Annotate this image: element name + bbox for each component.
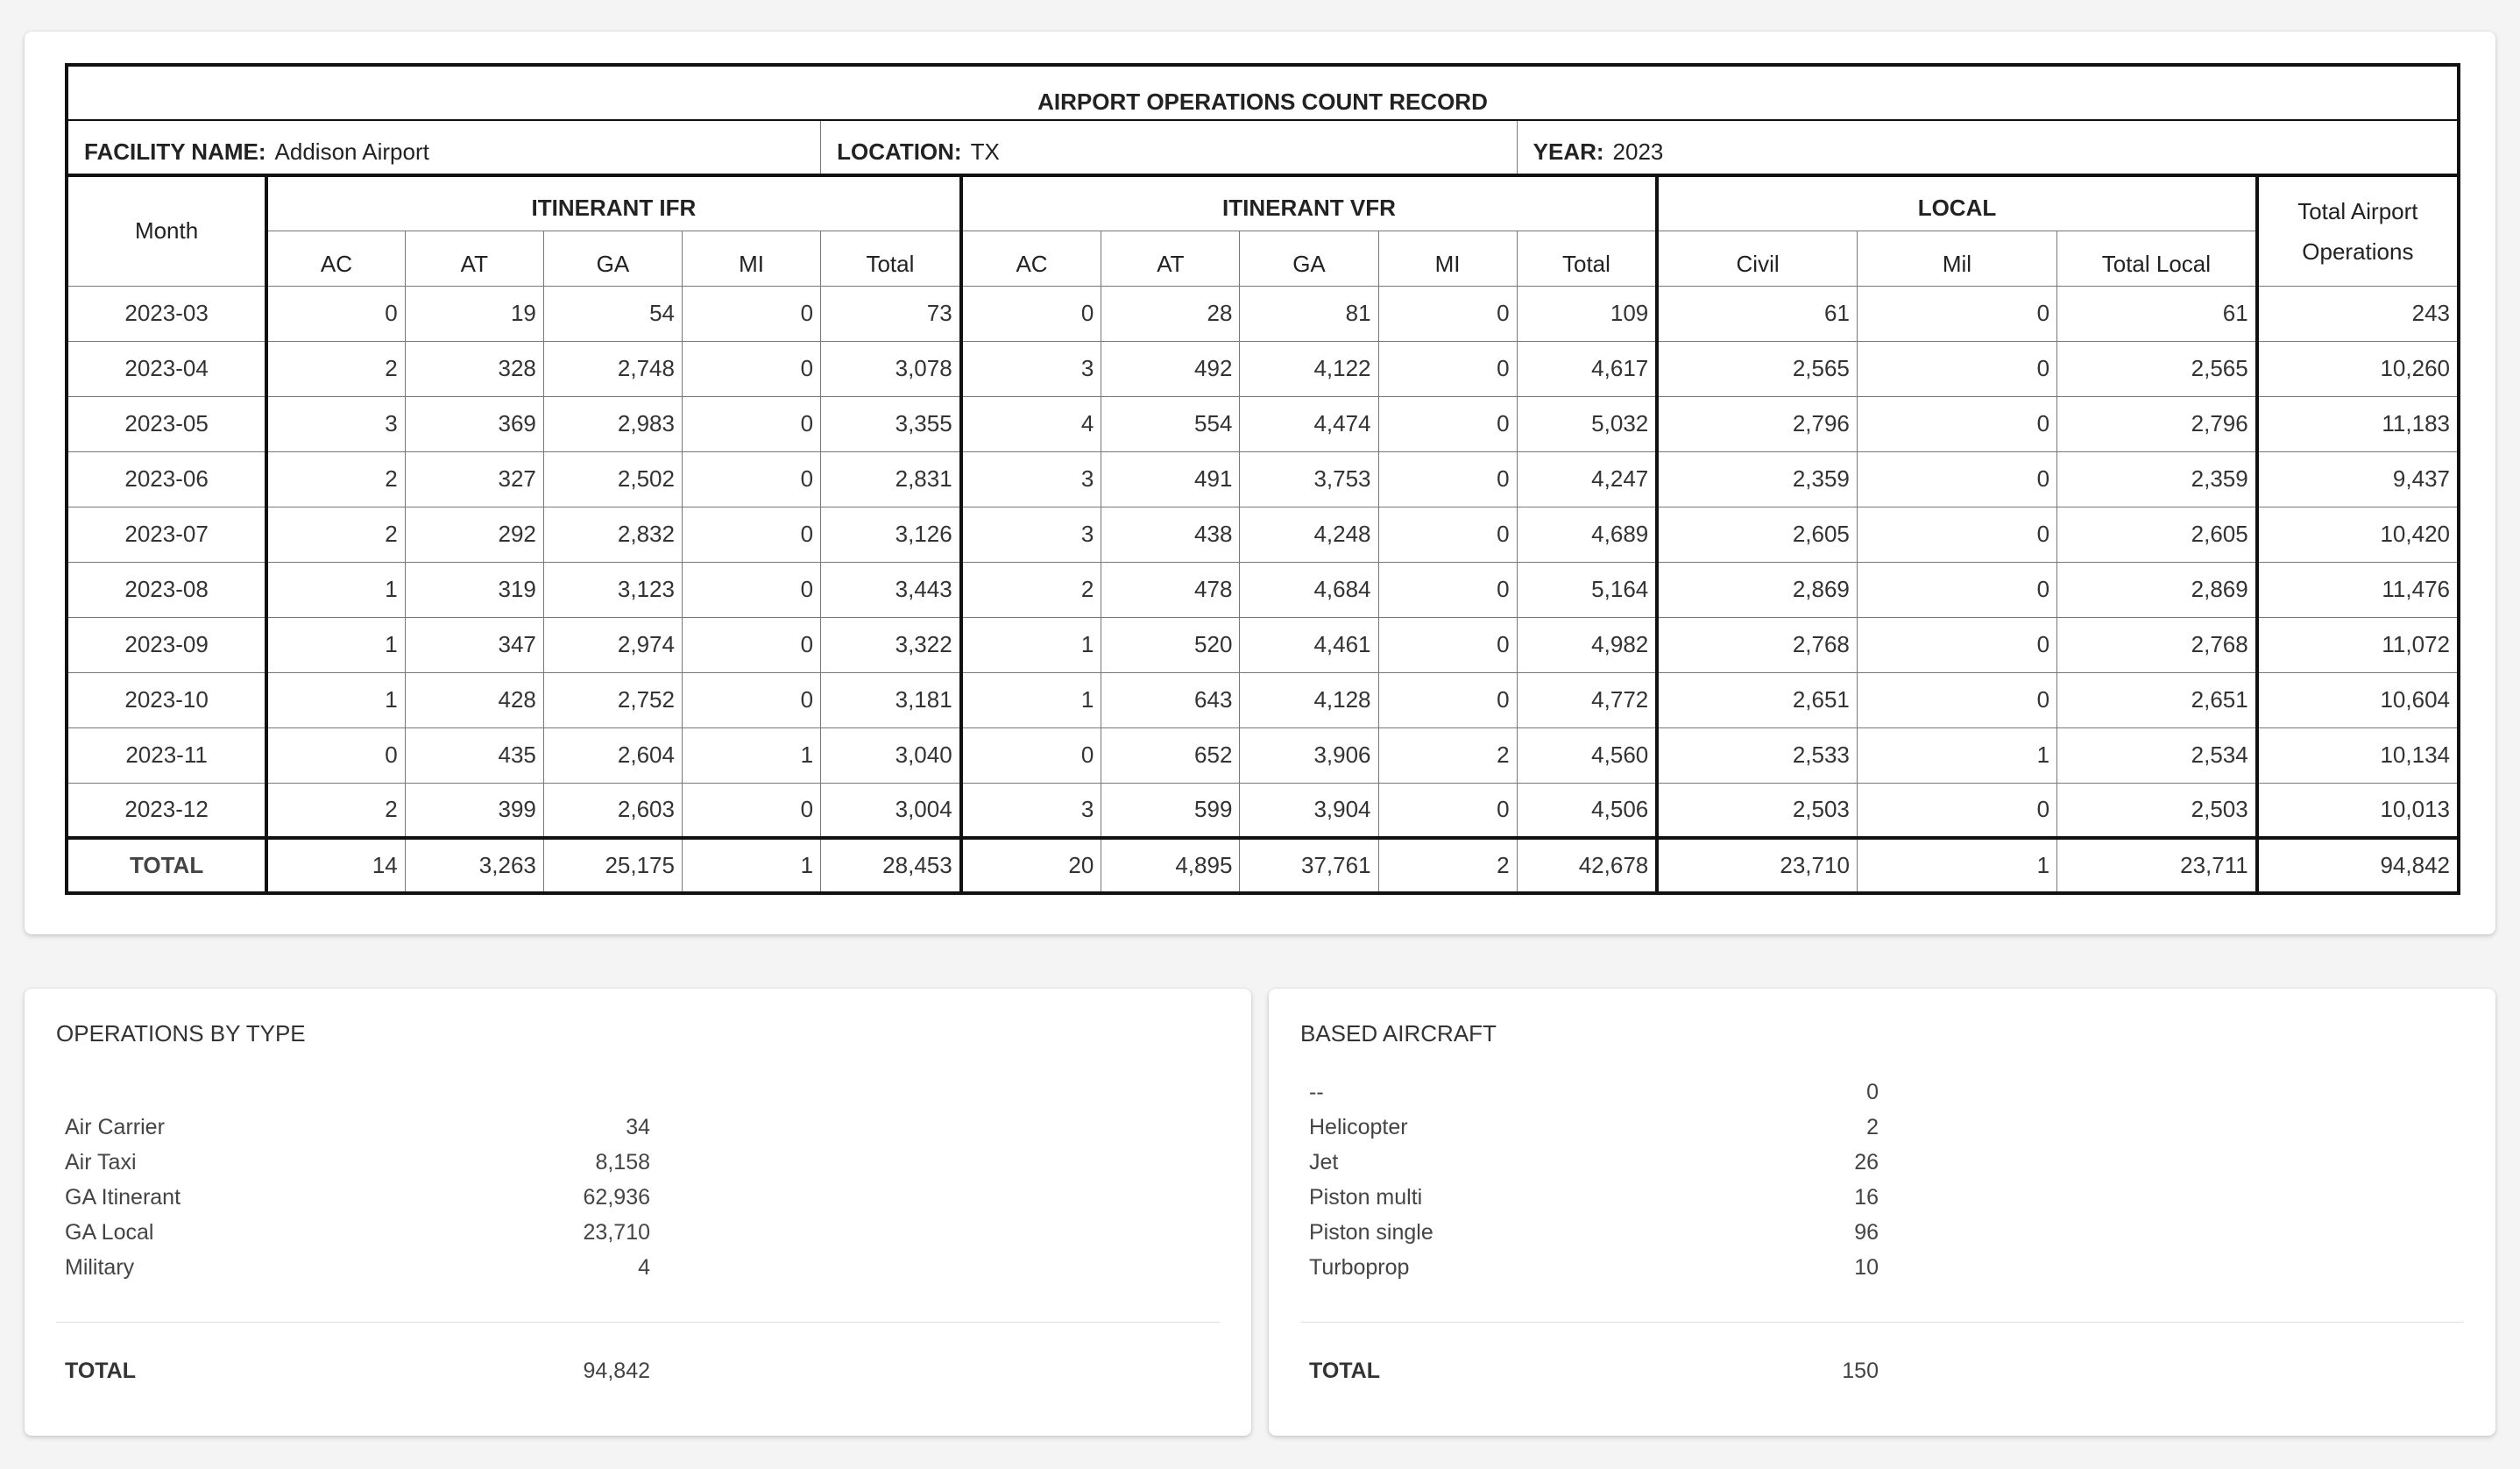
- item-label: Helicopter: [1309, 1115, 1408, 1139]
- location-value: TX: [970, 138, 1000, 165]
- cell-vfr-ac: 1: [961, 672, 1101, 727]
- cell-total-local: 2,565: [2057, 341, 2257, 396]
- cell-month: 2023-11: [67, 727, 266, 783]
- cell-vfr-at: 554: [1101, 396, 1240, 451]
- facility-value: Addison Airport: [274, 138, 429, 165]
- table-row: [67, 507, 2459, 562]
- cell-month: 2023-03: [67, 286, 266, 341]
- cell-local-mil: 0: [1857, 507, 2056, 562]
- cell-ifr-mi: 0: [682, 286, 820, 341]
- cell-vfr-ga: 4,474: [1240, 396, 1378, 451]
- cell-ifr-total: 73: [821, 286, 961, 341]
- item-value: 34: [626, 1115, 650, 1139]
- item-label: Piston single: [1309, 1220, 1433, 1245]
- cell-local-mil: 1: [1857, 727, 2056, 783]
- item-label: GA Itinerant: [65, 1185, 181, 1210]
- cell-ifr-ac: 3: [266, 396, 405, 451]
- cell-ifr-ga: 2,752: [543, 672, 682, 727]
- header-local-civil: Civil: [1657, 231, 1857, 286]
- cell-ifr-at: 292: [405, 507, 543, 562]
- item-value: 16: [1854, 1185, 1879, 1210]
- cell-ifr-ga: 2,832: [543, 507, 682, 562]
- cell-total-operations: 11,072: [2257, 617, 2459, 672]
- list-item: [65, 1250, 650, 1285]
- cell-ifr-mi: 0: [682, 396, 820, 451]
- cell-ifr-at: 3,263: [405, 838, 543, 893]
- cell-local-mil: 0: [1857, 783, 2056, 838]
- operations-record-card: [25, 32, 2495, 934]
- cell-total-operations: 10,260: [2257, 341, 2459, 396]
- cell-ifr-ac: 1: [266, 562, 405, 617]
- cell-vfr-total: 5,032: [1517, 396, 1657, 451]
- header-ifr-at: AT: [405, 231, 543, 286]
- cell-ifr-ga: 2,604: [543, 727, 682, 783]
- cell-ifr-ac: 2: [266, 783, 405, 838]
- cell-total-local: 2,503: [2057, 783, 2257, 838]
- cell-vfr-ga: 3,904: [1240, 783, 1378, 838]
- list-item: [65, 1215, 650, 1250]
- item-label: Air Taxi: [65, 1150, 137, 1174]
- cell-ifr-total: 3,126: [821, 507, 961, 562]
- cell-vfr-at: 643: [1101, 672, 1240, 727]
- cell-vfr-at: 599: [1101, 783, 1240, 838]
- cell-ifr-mi: 0: [682, 451, 820, 507]
- cell-ifr-ga: 2,603: [543, 783, 682, 838]
- header-vfr-mi: MI: [1378, 231, 1517, 286]
- cell-vfr-mi: 0: [1378, 562, 1517, 617]
- item-value: 4: [638, 1255, 650, 1280]
- total-label: TOTAL: [65, 1359, 137, 1383]
- cell-ifr-ga: 2,974: [543, 617, 682, 672]
- cell-vfr-mi: 0: [1378, 341, 1517, 396]
- cell-local-mil: 0: [1857, 562, 2056, 617]
- header-month: Month: [67, 175, 266, 286]
- cell-total-operations: 243: [2257, 286, 2459, 341]
- header-total-line1: Total Airport: [2297, 197, 2418, 224]
- cell-vfr-ga: 4,461: [1240, 617, 1378, 672]
- cell-vfr-ga: 3,753: [1240, 451, 1378, 507]
- cell-vfr-ac: 3: [961, 341, 1101, 396]
- cell-total-local: 2,869: [2057, 562, 2257, 617]
- cell-local-civil: 23,710: [1657, 838, 1857, 893]
- list-item: [1309, 1180, 1879, 1215]
- header-ifr-ga: GA: [543, 231, 682, 286]
- cell-vfr-ga: 4,248: [1240, 507, 1378, 562]
- cell-ifr-at: 399: [405, 783, 543, 838]
- facility-label: FACILITY NAME:: [84, 138, 266, 165]
- cell-total-operations: 11,476: [2257, 562, 2459, 617]
- cell-vfr-mi: 0: [1378, 617, 1517, 672]
- cell-total-local: 2,359: [2057, 451, 2257, 507]
- cell-vfr-at: 492: [1101, 341, 1240, 396]
- based-aircraft-list: [1309, 1075, 1879, 1285]
- divider: [1300, 1322, 2464, 1323]
- cell-vfr-total: 4,506: [1517, 783, 1657, 838]
- item-value: 96: [1854, 1220, 1879, 1245]
- cell-month: TOTAL: [67, 838, 266, 893]
- cell-ifr-ac: 2: [266, 507, 405, 562]
- operations-by-type-card: [25, 989, 1251, 1436]
- cell-month: 2023-04: [67, 341, 266, 396]
- list-item: [65, 1110, 650, 1145]
- cell-ifr-mi: 0: [682, 507, 820, 562]
- table-total-row: [67, 838, 2459, 893]
- cell-local-mil: 0: [1857, 396, 2056, 451]
- operations-by-type-title: OPERATIONS BY TYPE: [56, 1020, 306, 1047]
- cell-local-mil: 0: [1857, 451, 2056, 507]
- year-value: 2023: [1612, 138, 1664, 165]
- table-row: [67, 562, 2459, 617]
- cell-local-mil: 0: [1857, 286, 2056, 341]
- table-row: [67, 727, 2459, 783]
- cell-ifr-ga: 2,983: [543, 396, 682, 451]
- cell-ifr-total: 3,078: [821, 341, 961, 396]
- cell-local-civil: 2,565: [1657, 341, 1857, 396]
- table-row: [67, 286, 2459, 341]
- cell-vfr-ga: 37,761: [1240, 838, 1378, 893]
- cell-vfr-ac: 0: [961, 727, 1101, 783]
- cell-ifr-mi: 0: [682, 562, 820, 617]
- location-cell: [821, 120, 1518, 175]
- cell-vfr-ac: 4: [961, 396, 1101, 451]
- item-label: Jet: [1309, 1150, 1339, 1174]
- cell-month: 2023-06: [67, 451, 266, 507]
- header-vfr-at: AT: [1101, 231, 1240, 286]
- operations-count-table: [65, 63, 2460, 895]
- facility-name-cell: [67, 120, 821, 175]
- item-label: Military: [65, 1255, 135, 1280]
- cell-vfr-ga: 4,684: [1240, 562, 1378, 617]
- cell-vfr-ac: 0: [961, 286, 1101, 341]
- cell-ifr-total: 3,322: [821, 617, 961, 672]
- cell-vfr-mi: 0: [1378, 286, 1517, 341]
- cell-month: 2023-05: [67, 396, 266, 451]
- cell-vfr-at: 438: [1101, 507, 1240, 562]
- item-label: --: [1309, 1080, 1324, 1104]
- cell-total-local: 23,711: [2057, 838, 2257, 893]
- header-ifr-total: Total: [821, 231, 961, 286]
- cell-ifr-ga: 25,175: [543, 838, 682, 893]
- cell-total-operations: 11,183: [2257, 396, 2459, 451]
- cell-vfr-ga: 3,906: [1240, 727, 1378, 783]
- cell-vfr-at: 478: [1101, 562, 1240, 617]
- item-value: 26: [1854, 1150, 1879, 1174]
- cell-ifr-mi: 1: [682, 838, 820, 893]
- cell-vfr-ac: 3: [961, 451, 1101, 507]
- cell-vfr-ac: 1: [961, 617, 1101, 672]
- header-total-line2: Operations: [2302, 238, 2414, 265]
- cell-month: 2023-07: [67, 507, 266, 562]
- cell-local-mil: 0: [1857, 341, 2056, 396]
- cell-ifr-mi: 1: [682, 727, 820, 783]
- cell-vfr-total: 4,772: [1517, 672, 1657, 727]
- based-aircraft-title: BASED AIRCRAFT: [1300, 1020, 1497, 1047]
- cell-vfr-mi: 0: [1378, 451, 1517, 507]
- header-total-local: Total Local: [2057, 231, 2257, 286]
- header-vfr-total: Total: [1517, 231, 1657, 286]
- cell-total-local: 2,534: [2057, 727, 2257, 783]
- cell-vfr-mi: 2: [1378, 727, 1517, 783]
- list-item: [1309, 1110, 1879, 1145]
- cell-ifr-ac: 0: [266, 286, 405, 341]
- table-title: AIRPORT OPERATIONS COUNT RECORD: [67, 65, 2459, 120]
- cell-total-operations: 10,134: [2257, 727, 2459, 783]
- table-row: [67, 341, 2459, 396]
- cell-vfr-mi: 0: [1378, 507, 1517, 562]
- cell-vfr-at: 28: [1101, 286, 1240, 341]
- cell-ifr-ga: 54: [543, 286, 682, 341]
- cell-total-local: 61: [2057, 286, 2257, 341]
- cell-ifr-ga: 2,748: [543, 341, 682, 396]
- total-value: 150: [1842, 1359, 1879, 1383]
- cell-vfr-ga: 4,128: [1240, 672, 1378, 727]
- item-value: 2: [1866, 1115, 1879, 1139]
- header-vfr-ac: AC: [961, 231, 1101, 286]
- total-label: TOTAL: [1309, 1359, 1381, 1383]
- cell-vfr-total: 4,560: [1517, 727, 1657, 783]
- operations-by-type-list: [65, 1110, 650, 1285]
- header-local-mil: Mil: [1857, 231, 2056, 286]
- cell-vfr-mi: 2: [1378, 838, 1517, 893]
- cell-vfr-total: 4,689: [1517, 507, 1657, 562]
- cell-local-civil: 2,605: [1657, 507, 1857, 562]
- table-row: [67, 672, 2459, 727]
- cell-ifr-total: 2,831: [821, 451, 961, 507]
- cell-ifr-at: 428: [405, 672, 543, 727]
- item-label: Air Carrier: [65, 1115, 165, 1139]
- table-row: [67, 451, 2459, 507]
- cell-total-local: 2,796: [2057, 396, 2257, 451]
- cell-vfr-at: 520: [1101, 617, 1240, 672]
- list-item: [1309, 1215, 1879, 1250]
- cell-total-operations: 10,420: [2257, 507, 2459, 562]
- item-label: Piston multi: [1309, 1185, 1423, 1210]
- cell-vfr-total: 5,164: [1517, 562, 1657, 617]
- cell-vfr-total: 4,982: [1517, 617, 1657, 672]
- cell-month: 2023-12: [67, 783, 266, 838]
- list-item: [65, 1145, 650, 1180]
- item-label: Turboprop: [1309, 1255, 1410, 1280]
- cell-vfr-ga: 81: [1240, 286, 1378, 341]
- cell-ifr-total: 3,443: [821, 562, 961, 617]
- cell-local-mil: 0: [1857, 617, 2056, 672]
- table-body: [67, 286, 2459, 893]
- cell-ifr-at: 319: [405, 562, 543, 617]
- cell-vfr-mi: 0: [1378, 783, 1517, 838]
- cell-ifr-ac: 14: [266, 838, 405, 893]
- table-row: [67, 396, 2459, 451]
- item-value: 0: [1866, 1080, 1879, 1104]
- cell-vfr-ac: 3: [961, 783, 1101, 838]
- cell-ifr-total: 28,453: [821, 838, 961, 893]
- cell-vfr-mi: 0: [1378, 396, 1517, 451]
- operations-total-row: [65, 1353, 650, 1388]
- cell-vfr-total: 4,247: [1517, 451, 1657, 507]
- cell-vfr-ac: 2: [961, 562, 1101, 617]
- cell-vfr-ac: 20: [961, 838, 1101, 893]
- cell-local-civil: 2,869: [1657, 562, 1857, 617]
- header-vfr-ga: GA: [1240, 231, 1378, 286]
- cell-ifr-at: 435: [405, 727, 543, 783]
- header-itinerant-ifr: ITINERANT IFR: [266, 175, 961, 231]
- cell-local-civil: 2,768: [1657, 617, 1857, 672]
- cell-ifr-mi: 0: [682, 617, 820, 672]
- cell-ifr-mi: 0: [682, 672, 820, 727]
- list-item: [1309, 1250, 1879, 1285]
- item-label: GA Local: [65, 1220, 154, 1245]
- header-local: LOCAL: [1657, 175, 2256, 231]
- cell-ifr-mi: 0: [682, 341, 820, 396]
- cell-local-civil: 2,503: [1657, 783, 1857, 838]
- cell-ifr-mi: 0: [682, 783, 820, 838]
- cell-vfr-total: 42,678: [1517, 838, 1657, 893]
- cell-local-civil: 2,651: [1657, 672, 1857, 727]
- cell-ifr-at: 328: [405, 341, 543, 396]
- cell-ifr-ac: 2: [266, 451, 405, 507]
- cell-ifr-at: 327: [405, 451, 543, 507]
- cell-ifr-at: 369: [405, 396, 543, 451]
- cell-month: 2023-08: [67, 562, 266, 617]
- header-itinerant-vfr: ITINERANT VFR: [961, 175, 1658, 231]
- total-value: 94,842: [583, 1359, 650, 1383]
- cell-vfr-total: 109: [1517, 286, 1657, 341]
- cell-ifr-total: 3,355: [821, 396, 961, 451]
- cell-vfr-ga: 4,122: [1240, 341, 1378, 396]
- cell-vfr-at: 491: [1101, 451, 1240, 507]
- cell-total-operations: 9,437: [2257, 451, 2459, 507]
- cell-local-civil: 61: [1657, 286, 1857, 341]
- cell-vfr-mi: 0: [1378, 672, 1517, 727]
- based-aircraft-card: [1269, 989, 2495, 1436]
- cell-month: 2023-10: [67, 672, 266, 727]
- cell-total-operations: 10,013: [2257, 783, 2459, 838]
- cell-local-civil: 2,796: [1657, 396, 1857, 451]
- item-value: 62,936: [583, 1185, 650, 1210]
- header-ifr-ac: AC: [266, 231, 405, 286]
- table-row: [67, 617, 2459, 672]
- cell-ifr-ac: 0: [266, 727, 405, 783]
- list-item: [1309, 1075, 1879, 1110]
- cell-ifr-total: 3,004: [821, 783, 961, 838]
- cell-total-local: 2,605: [2057, 507, 2257, 562]
- list-item: [65, 1180, 650, 1215]
- cell-ifr-ga: 2,502: [543, 451, 682, 507]
- divider: [56, 1322, 1220, 1323]
- based-aircraft-total-row: [1309, 1353, 1879, 1388]
- item-value: 8,158: [595, 1150, 650, 1174]
- cell-vfr-total: 4,617: [1517, 341, 1657, 396]
- cell-vfr-at: 652: [1101, 727, 1240, 783]
- header-ifr-mi: MI: [682, 231, 820, 286]
- cell-ifr-at: 19: [405, 286, 543, 341]
- cell-ifr-ac: 1: [266, 617, 405, 672]
- cell-month: 2023-09: [67, 617, 266, 672]
- cell-total-local: 2,768: [2057, 617, 2257, 672]
- table-row: [67, 783, 2459, 838]
- cell-ifr-total: 3,040: [821, 727, 961, 783]
- cell-local-civil: 2,359: [1657, 451, 1857, 507]
- year-label: YEAR:: [1533, 138, 1604, 165]
- cell-vfr-ac: 3: [961, 507, 1101, 562]
- cell-local-mil: 1: [1857, 838, 2056, 893]
- item-value: 23,710: [583, 1220, 650, 1245]
- cell-total-operations: 94,842: [2257, 838, 2459, 893]
- list-item: [1309, 1145, 1879, 1180]
- cell-local-civil: 2,533: [1657, 727, 1857, 783]
- cell-total-local: 2,651: [2057, 672, 2257, 727]
- location-label: LOCATION:: [837, 138, 962, 165]
- cell-ifr-ac: 1: [266, 672, 405, 727]
- cell-ifr-total: 3,181: [821, 672, 961, 727]
- cell-ifr-ga: 3,123: [543, 562, 682, 617]
- header-total-airport-operations: [2257, 175, 2459, 286]
- cell-ifr-ac: 2: [266, 341, 405, 396]
- item-value: 10: [1854, 1255, 1879, 1280]
- cell-ifr-at: 347: [405, 617, 543, 672]
- cell-total-operations: 10,604: [2257, 672, 2459, 727]
- year-cell: [1517, 120, 2459, 175]
- cell-local-mil: 0: [1857, 672, 2056, 727]
- cell-vfr-at: 4,895: [1101, 838, 1240, 893]
